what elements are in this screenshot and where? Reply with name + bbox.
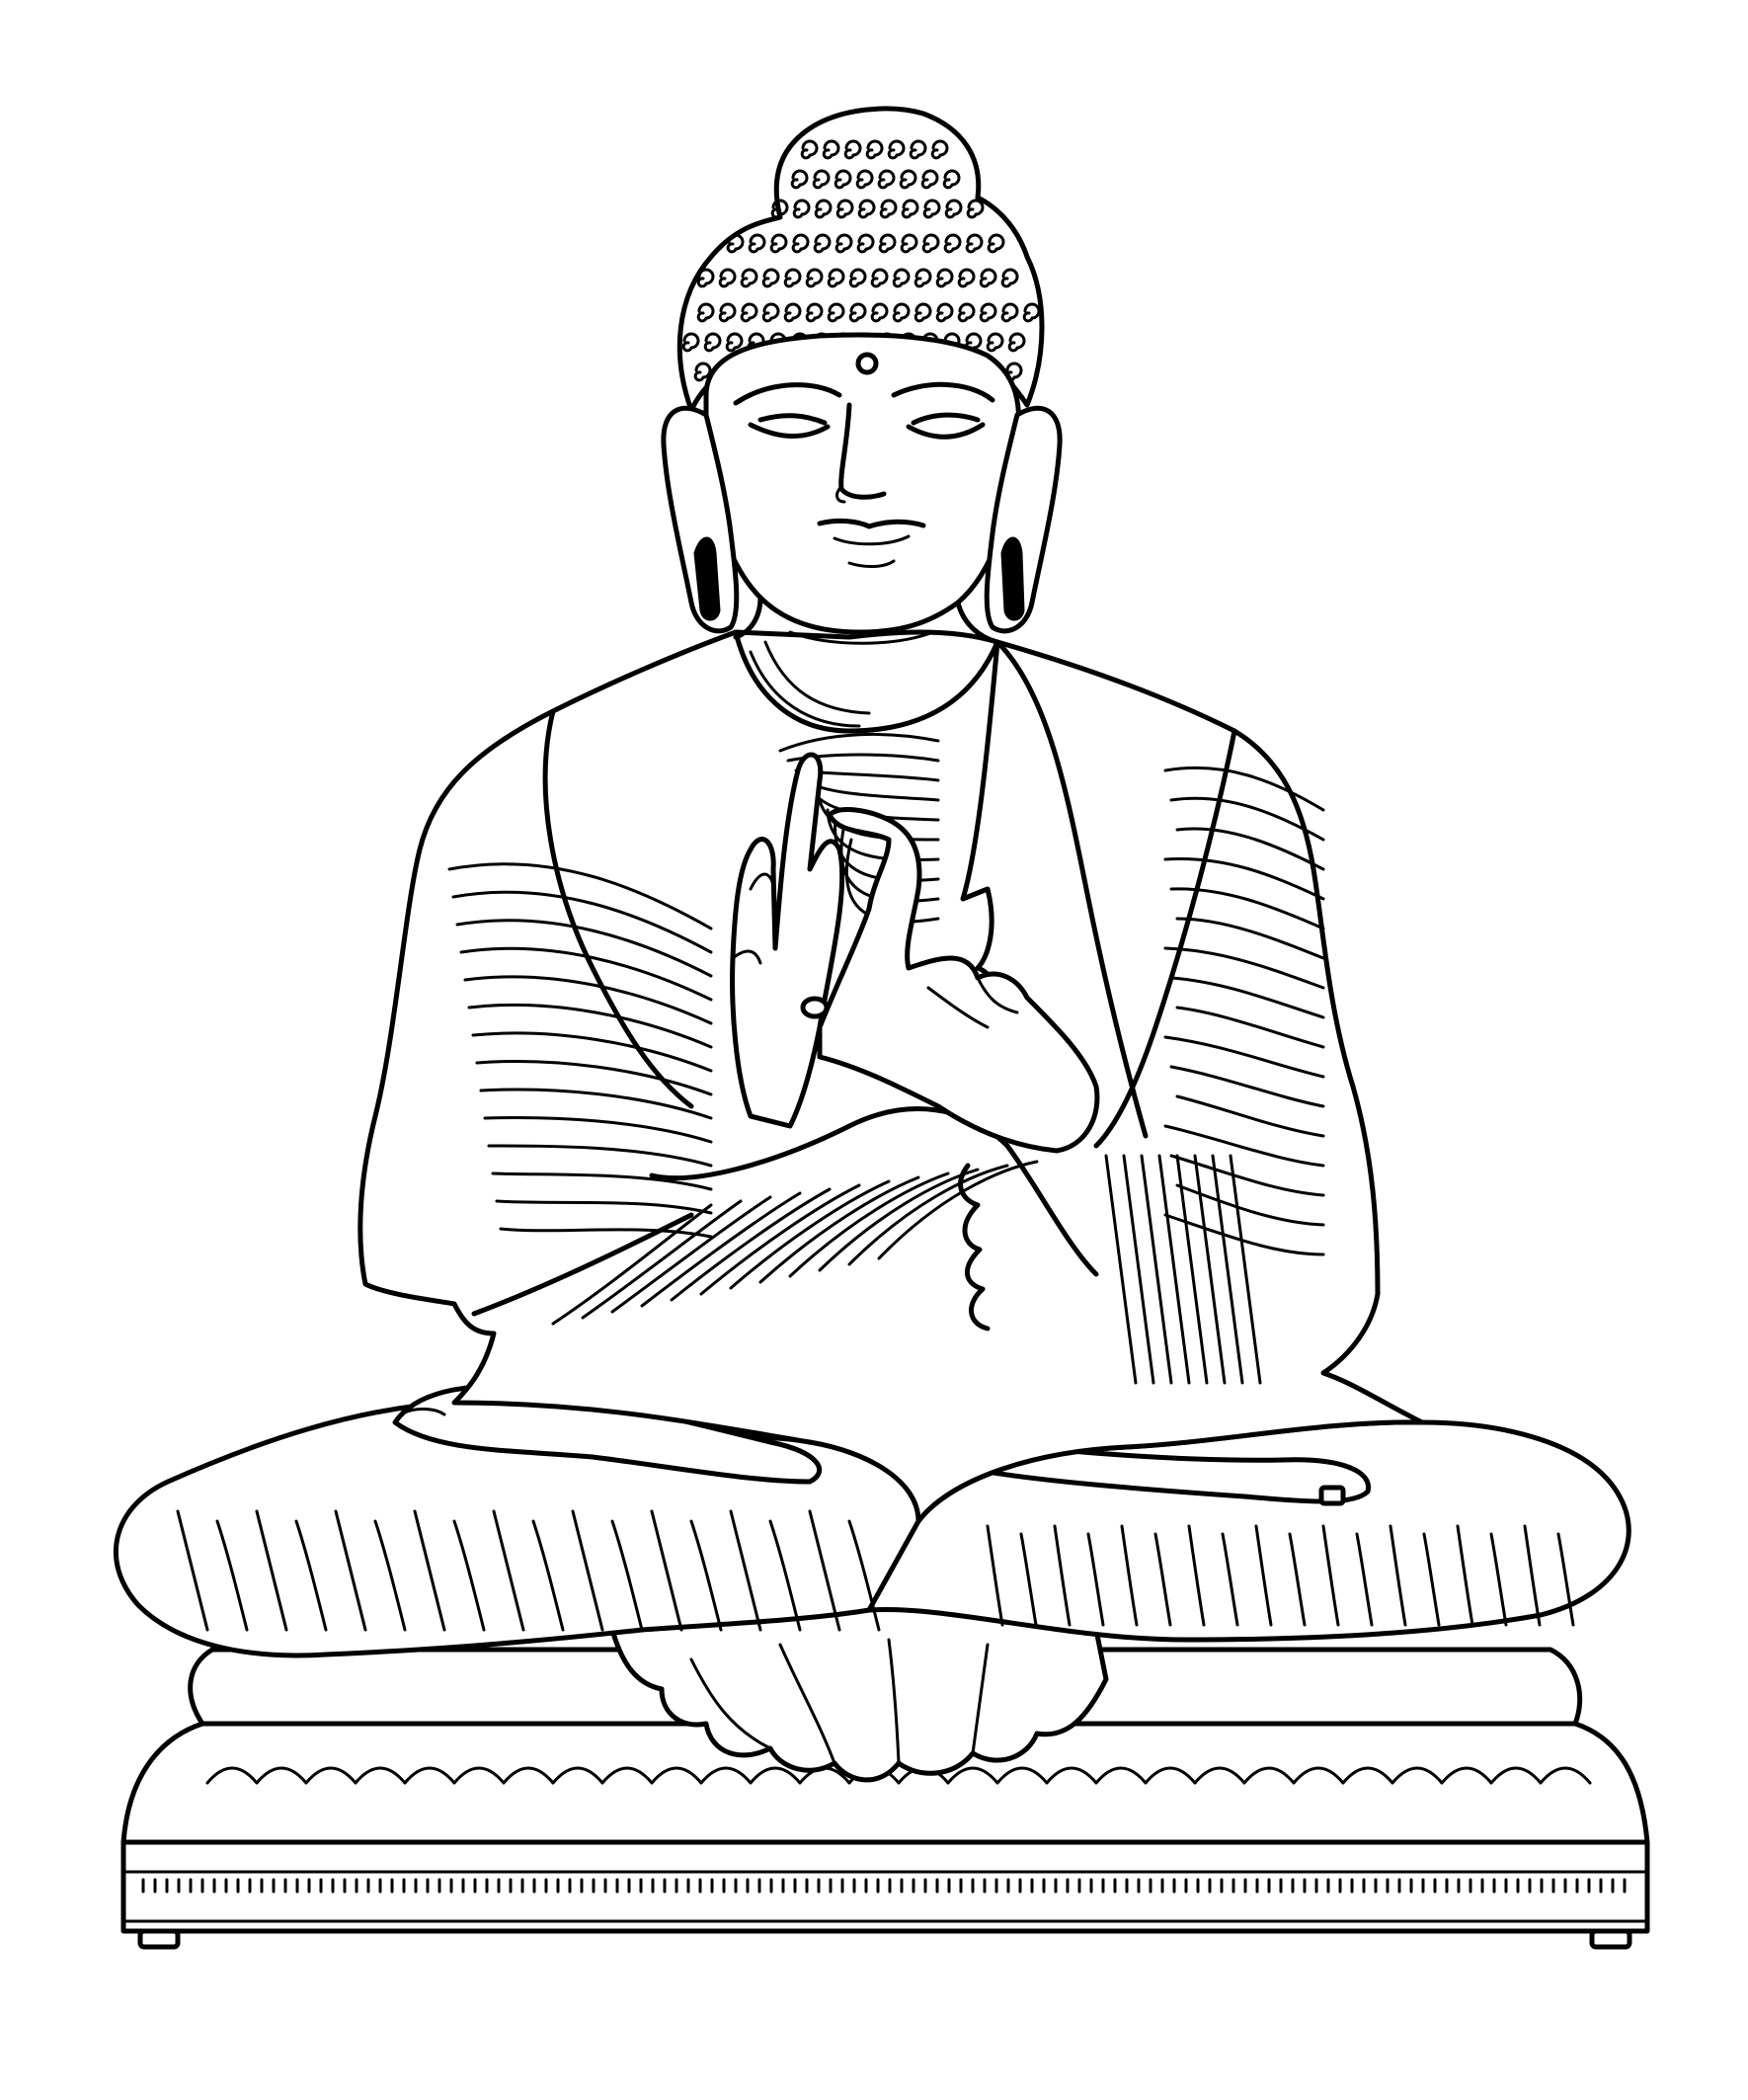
mudra-circle xyxy=(803,999,827,1016)
pedestal-foot-left xyxy=(140,1931,178,1947)
pedestal-foot-right xyxy=(1592,1931,1629,1947)
head xyxy=(664,109,1060,643)
ear-right-lobe xyxy=(1002,538,1023,619)
face xyxy=(706,335,1019,632)
pedestal-base-slab xyxy=(123,1842,1647,1931)
toenail-right xyxy=(1321,1488,1343,1503)
urna-dot xyxy=(858,355,876,372)
